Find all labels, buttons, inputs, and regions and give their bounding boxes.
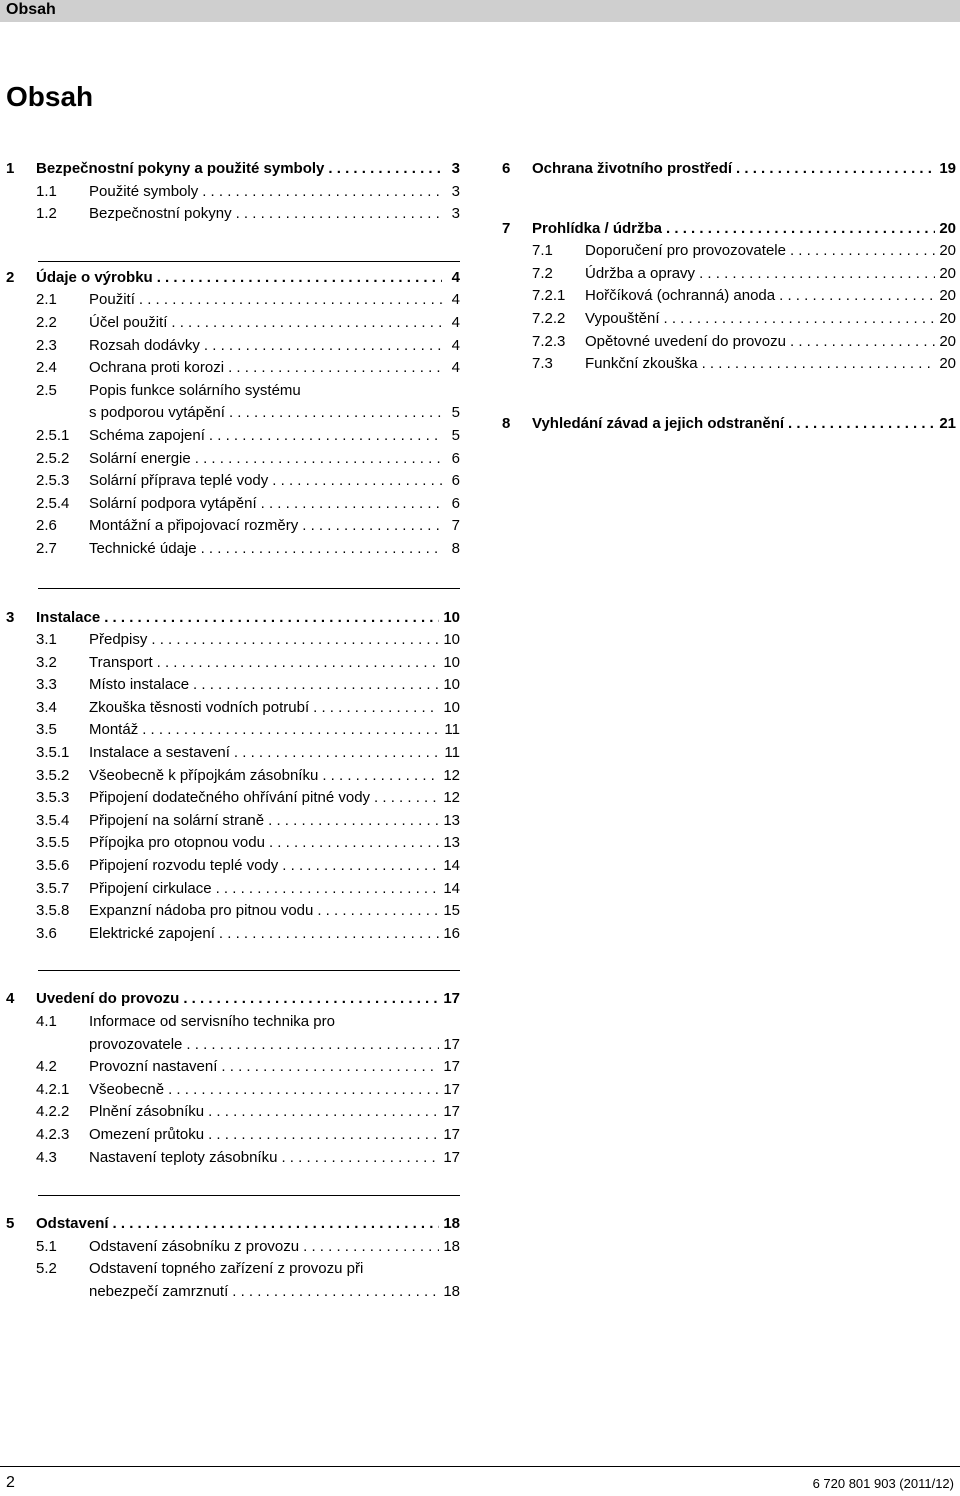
toc-entry-number: 8: [502, 414, 511, 432]
toc-entry-page: 4: [451, 291, 460, 309]
toc-leader-dots: [666, 218, 935, 241]
toc-entry-title: Údržba a opravy: [585, 264, 696, 282]
toc-entry[interactable]: [6, 719, 460, 742]
toc-leader-dots: [219, 923, 439, 946]
toc-entry-number: 1: [6, 160, 15, 177]
toc-entry-title: Údaje o výrobku: [36, 268, 153, 286]
toc-entry-number: 4: [6, 990, 15, 1008]
toc-entry[interactable]: [6, 878, 460, 901]
toc-entry[interactable]: [6, 652, 460, 675]
toc-leader-dots: [209, 425, 442, 448]
toc-entry-title: Zkouška těsnosti vodních potrubí: [89, 698, 310, 716]
toc-entry-title: Omezení průtoku: [89, 1125, 205, 1143]
toc-entry-title: Odstavení topného zařízení z provozu při: [89, 1260, 364, 1278]
toc-entry-page: 13: [443, 811, 460, 829]
toc-entry-number: 2: [6, 268, 15, 286]
toc-entry-title: Opětovné uvedení do provozu: [585, 332, 786, 350]
toc-entry[interactable]: [6, 538, 460, 561]
toc-entry-title: Uvedení do provozu: [36, 990, 180, 1008]
toc-section-6: [502, 158, 956, 181]
toc-section-3: [6, 607, 460, 946]
toc-entry-page: 3: [451, 182, 460, 200]
toc-entry-title: Doporučení pro provozovatele: [585, 242, 786, 260]
toc-entry-page: 20: [939, 309, 956, 327]
toc-entry[interactable]: [6, 1258, 460, 1281]
toc-entry-title: Vypouštění: [585, 309, 660, 327]
page-title: Obsah: [6, 81, 94, 112]
toc-entry-page: 20: [939, 242, 956, 260]
toc-entry-page: 6: [451, 494, 460, 512]
toc-entry-number: 7.1: [532, 242, 553, 260]
toc-entry-title: Hořčíková (ochranná) anoda: [585, 287, 776, 305]
toc-chapter-entry[interactable]: [6, 988, 460, 1011]
toc-entry-page: 20: [939, 287, 956, 305]
toc-leader-dots: [664, 308, 936, 331]
toc-entry-page: 18: [443, 1237, 460, 1255]
toc-entry-title: Připojení rozvodu teplé vody: [89, 857, 279, 875]
toc-entry-number: 7.2.2: [532, 309, 566, 327]
toc-entry-page: 10: [443, 653, 460, 671]
toc-left-column: [6, 158, 460, 1304]
toc-leader-dots: [374, 787, 439, 810]
toc-entry-number: 2.2: [36, 313, 57, 331]
toc-entry[interactable]: [6, 335, 460, 358]
toc-entry-title: Účel použití: [89, 313, 168, 331]
toc-entry-number: 2.5.1: [36, 426, 70, 444]
toc-entry[interactable]: [6, 470, 460, 493]
toc-entry-page: 20: [939, 219, 956, 237]
toc-entry-title: Solární podpora vytápění: [89, 494, 257, 512]
toc-leader-dots: [232, 1281, 439, 1304]
toc-leader-dots: [201, 538, 442, 561]
toc-leader-dots: [302, 515, 442, 538]
toc-entry-title: Informace od servisního technika pro: [89, 1013, 335, 1030]
toc-entry-title: Ochrana životního prostředí: [532, 160, 733, 177]
toc-entry-page: 17: [443, 1148, 460, 1166]
toc-entry[interactable]: [6, 1079, 460, 1102]
toc-entry-page: 17: [443, 1103, 460, 1121]
toc-entry-title: Všeobecně: [89, 1080, 165, 1098]
toc-entry-title: Expanzní nádoba pro pitnou vodu: [89, 902, 314, 920]
toc-entry-title: Funkční zkouška: [585, 355, 698, 373]
toc-entry[interactable]: [6, 1011, 460, 1034]
toc-right-column: [502, 158, 956, 435]
toc-entry-page: 5: [451, 404, 460, 422]
toc-entry-page: 4: [451, 268, 460, 286]
toc-entry-title: Instalace a sestavení: [89, 744, 230, 762]
toc-leader-dots: [790, 240, 935, 263]
toc-entry-number: 2.4: [36, 359, 57, 377]
toc-section-7: [502, 218, 956, 376]
toc-leader-dots: [208, 1101, 439, 1124]
toc-section-5: [6, 1213, 460, 1303]
toc-entry[interactable]: [6, 312, 460, 335]
toc-leader-dots: [208, 1124, 439, 1147]
toc-entry[interactable]: [6, 900, 460, 923]
toc-entry-page: 11: [444, 744, 460, 762]
toc-entry[interactable]: [6, 742, 460, 765]
toc-entry-page: 7: [451, 517, 460, 535]
toc-entry[interactable]: [6, 493, 460, 516]
toc-entry-number: 4.2.1: [36, 1080, 70, 1098]
toc-section-4: [6, 988, 460, 1169]
toc-entry-title: Instalace: [36, 608, 101, 626]
toc-entry-title: Vyhledání závad a jejich odstranění: [532, 414, 785, 432]
toc-leader-dots: [779, 285, 935, 308]
toc-entry-number: 4.2.2: [36, 1103, 70, 1121]
toc-entry-number: 3.5.8: [36, 902, 70, 920]
toc-entry[interactable]: [6, 380, 460, 403]
toc-entry-number: 3.5: [36, 721, 57, 739]
toc-leader-dots: [202, 181, 442, 204]
toc-entry-title: Předpisy: [89, 631, 148, 649]
toc-entry-title: Prohlídka / údržba: [532, 219, 663, 237]
section-divider: [38, 970, 460, 971]
toc-entry-title: Připojení na solární straně: [89, 811, 265, 829]
toc-entry-page: 10: [443, 676, 460, 694]
toc-leader-dots: [193, 674, 439, 697]
toc-leader-dots: [269, 832, 439, 855]
toc-entry[interactable]: [6, 832, 460, 855]
toc-entry[interactable]: [6, 1147, 460, 1170]
toc-entry-number: 3.1: [36, 631, 57, 649]
toc-entry-number: 4.2.3: [36, 1125, 70, 1143]
toc-entry-number: 3: [6, 608, 15, 626]
toc-entry-page: 17: [443, 1035, 460, 1053]
toc-entry-title: Solární energie: [89, 449, 191, 467]
toc-entry-page: 10: [443, 698, 460, 716]
toc-leader-dots: [313, 697, 439, 720]
toc-entry-number: 3.2: [36, 653, 57, 671]
toc-entry[interactable]: [6, 787, 460, 810]
toc-entry-page: 6: [451, 472, 460, 490]
toc-entry-page: 14: [443, 857, 460, 875]
toc-entry-number: 5.2: [36, 1260, 57, 1278]
toc-entry-number: 7.2.3: [532, 332, 566, 350]
toc-leader-dots: [221, 1056, 439, 1079]
toc-section-2: [6, 267, 460, 561]
toc-entry-page: 8: [451, 539, 460, 557]
toc-leader-dots: [139, 289, 442, 312]
toc-entry[interactable]: [6, 697, 460, 720]
toc-chapter-entry[interactable]: [6, 1213, 460, 1236]
toc-chapter-entry[interactable]: [6, 607, 460, 630]
toc-leader-dots: [157, 267, 442, 290]
toc-leader-dots: [699, 263, 935, 286]
toc-entry-number: 3.5.5: [36, 834, 70, 852]
toc-leader-dots: [268, 810, 439, 833]
toc-leader-dots: [183, 988, 439, 1011]
footer-divider: [0, 1466, 960, 1467]
toc-chapter-entry[interactable]: [502, 218, 956, 241]
toc-entry-title: Montážní a připojovací rozměry: [89, 517, 299, 535]
section-divider: [38, 588, 460, 589]
toc-entry-page: 17: [443, 1058, 460, 1076]
toc-leader-dots: [261, 493, 442, 516]
toc-entry-title: Místo instalace: [89, 676, 190, 694]
toc-entry-page: 19: [939, 160, 956, 177]
toc-entry[interactable]: [6, 448, 460, 471]
toc-entry-title-continuation: nebezpečí zamrznutí: [89, 1282, 229, 1300]
toc-entry[interactable]: [6, 629, 460, 652]
toc-entry[interactable]: [6, 203, 460, 226]
toc-entry-number: 4.3: [36, 1148, 57, 1166]
toc-leader-dots: [142, 719, 440, 742]
toc-entry-number: 1.1: [36, 182, 57, 200]
toc-entry-page: 20: [939, 332, 956, 350]
toc-leader-dots: [736, 158, 935, 181]
toc-entry-title: Odstavení zásobníku z provozu: [89, 1237, 300, 1255]
toc-entry[interactable]: [6, 855, 460, 878]
toc-entry-page: 17: [443, 1125, 460, 1143]
toc-entry-page: 21: [939, 414, 956, 432]
toc-entry-number: 1.2: [36, 205, 57, 223]
toc-entry[interactable]: [6, 289, 460, 312]
toc-entry-number: 4.2: [36, 1058, 57, 1076]
toc-entry[interactable]: [6, 425, 460, 448]
toc-leader-dots: [702, 353, 936, 376]
toc-entry-title: Použité symboly: [89, 182, 199, 200]
toc-leader-dots: [216, 878, 440, 901]
toc-entry[interactable]: [502, 308, 956, 331]
toc-leader-dots: [234, 742, 441, 765]
toc-entry[interactable]: [6, 181, 460, 204]
toc-leader-dots: [788, 413, 935, 436]
toc-entry[interactable]: [6, 1236, 460, 1259]
toc-entry-title: Bezpečnostní pokyny a použité symboly: [36, 160, 325, 177]
toc-entry-title: Přípojka pro otopnou vodu: [89, 834, 265, 852]
toc-entry[interactable]: [502, 240, 956, 263]
toc-entry-number: 2.3: [36, 336, 57, 354]
toc-entry-title: Rozsah dodávky: [89, 336, 200, 354]
toc-entry-page: 10: [443, 608, 460, 626]
toc-entry-number: 3.5.2: [36, 766, 70, 784]
toc-entry-title: Nastavení teploty zásobníku: [89, 1148, 278, 1166]
toc-entry-page: 10: [443, 631, 460, 649]
toc-leader-dots: [168, 1079, 439, 1102]
toc-entry-number: 3.5.6: [36, 857, 70, 875]
toc-entry-title: Technické údaje: [89, 539, 197, 557]
section-divider: [38, 1195, 460, 1196]
toc-entry-number: 3.6: [36, 924, 57, 942]
toc-entry-title: Schéma zapojení: [89, 426, 205, 444]
footer-document-code: 6 720 801 903 (2011/12): [812, 1476, 954, 1491]
toc-entry-number: 2.5.3: [36, 472, 70, 490]
toc-leader-dots: [104, 607, 439, 630]
toc-entry-page: 4: [451, 359, 460, 377]
toc-entry-number: 6: [502, 160, 511, 177]
toc-leader-dots: [157, 652, 440, 675]
toc-chapter-entry[interactable]: [6, 267, 460, 290]
toc-entry-number: 5: [6, 1215, 15, 1233]
toc-entry[interactable]: [6, 810, 460, 833]
toc-entry-title: Plnění zásobníku: [89, 1103, 205, 1121]
toc-entry-page: 20: [939, 355, 956, 373]
toc-entry-number: 3.3: [36, 676, 57, 694]
header-title: Obsah: [6, 1, 56, 18]
toc-entry-page: 18: [443, 1215, 460, 1233]
toc-entry-page: 16: [443, 924, 460, 942]
toc-chapter-entry[interactable]: [6, 158, 460, 181]
toc-entry-number: 7.2.1: [532, 287, 566, 305]
toc-entry-page: 5: [451, 426, 460, 444]
toc-entry-number: 2.5: [36, 381, 57, 399]
toc-entry-page: 3: [451, 160, 460, 177]
header-bar: [0, 0, 960, 22]
toc-entry-title: Popis funkce solárního systému: [89, 381, 301, 399]
toc-entry-title: Montáž: [89, 721, 139, 739]
toc-entry-page: 17: [443, 990, 460, 1008]
toc-chapter-entry[interactable]: [502, 413, 956, 436]
toc-entry[interactable]: [502, 331, 956, 354]
toc-entry-number: 3.5.1: [36, 744, 70, 762]
toc-entry-number: 2.6: [36, 517, 57, 535]
toc-entry-page: 13: [443, 834, 460, 852]
toc-leader-dots: [195, 448, 442, 471]
toc-entry[interactable]: [6, 1124, 460, 1147]
toc-leader-dots: [151, 629, 439, 652]
toc-section-1: [6, 158, 460, 226]
toc-entry-title: Připojení cirkulace: [89, 879, 212, 897]
toc-entry-title: Odstavení: [36, 1215, 109, 1233]
toc-entry[interactable]: [502, 263, 956, 286]
toc-leader-dots: [281, 1147, 439, 1170]
toc-leader-dots: [236, 203, 442, 226]
toc-entry-number: 3.5.7: [36, 879, 70, 897]
toc-entry-number: 2.7: [36, 539, 57, 557]
toc-entry-title: Ochrana proti korozi: [89, 359, 225, 377]
toc-entry-page: 18: [443, 1282, 460, 1300]
toc-entry-number: 5.1: [36, 1237, 57, 1255]
toc-leader-dots: [229, 402, 442, 425]
toc-entry[interactable]: [502, 353, 956, 376]
toc-entry-page: 12: [443, 789, 460, 807]
toc-leader-dots: [328, 158, 442, 181]
section-divider: [38, 261, 460, 262]
toc-entry-number: 3.4: [36, 698, 57, 716]
toc-entry[interactable]: [6, 923, 460, 946]
toc-entry-number: 2.5.2: [36, 449, 70, 467]
toc-leader-dots: [171, 312, 442, 335]
toc-entry-continuation[interactable]: [6, 1281, 460, 1304]
toc-section-8: [502, 413, 956, 436]
toc-entry-title: Použití: [89, 291, 135, 309]
footer-page-number: 2: [6, 1474, 15, 1491]
toc-entry-title-continuation: s podporou vytápění: [89, 404, 225, 422]
toc-entry-page: 4: [451, 336, 460, 354]
toc-leader-dots: [282, 855, 439, 878]
toc-entry[interactable]: [6, 1056, 460, 1079]
toc-entry-number: 3.5.3: [36, 789, 70, 807]
toc-entry-number: 2.1: [36, 291, 57, 309]
toc-entry-page: 3: [451, 205, 460, 223]
toc-entry-page: 6: [451, 449, 460, 467]
toc-entry-continuation[interactable]: [6, 1034, 460, 1057]
toc-entry-title: Provozní nastavení: [89, 1058, 218, 1076]
toc-entry-page: 20: [939, 264, 956, 282]
toc-leader-dots: [272, 470, 442, 493]
toc-entry[interactable]: [6, 515, 460, 538]
toc-entry[interactable]: [6, 674, 460, 697]
toc-entry[interactable]: [502, 285, 956, 308]
toc-entry-page: 12: [443, 766, 460, 784]
toc-entry-number: 7.2: [532, 264, 553, 282]
toc-entry-page: 14: [443, 879, 460, 897]
toc-leader-dots: [113, 1213, 440, 1236]
toc-entry-title: Elektrické zapojení: [89, 924, 215, 942]
toc-leader-dots: [790, 331, 935, 354]
toc-entry-number: 7: [502, 219, 511, 237]
toc-entry[interactable]: [6, 357, 460, 380]
toc-entry-title: Transport: [89, 653, 153, 671]
toc-entry-number: 4.1: [36, 1013, 57, 1030]
toc-entry-page: 11: [444, 721, 460, 739]
toc-entry-number: 2.5.4: [36, 494, 70, 512]
toc-entry-page: 15: [443, 902, 460, 920]
toc-entry-continuation[interactable]: [6, 402, 460, 425]
toc-entry-number: 3.5.4: [36, 811, 70, 829]
toc-leader-dots: [228, 357, 442, 380]
toc-entry-title: Připojení dodatečného ohřívání pitné vody: [89, 789, 371, 807]
toc-entry-title: Bezpečnostní pokyny: [89, 205, 232, 223]
toc-entry[interactable]: [6, 765, 460, 788]
toc-leader-dots: [303, 1236, 439, 1259]
toc-leader-dots: [186, 1034, 439, 1057]
toc-chapter-entry[interactable]: [502, 158, 956, 181]
toc-entry-page: 17: [443, 1080, 460, 1098]
toc-entry-title: Všeobecně k přípojkám zásobníku: [89, 766, 319, 784]
toc-entry-number: 7.3: [532, 355, 553, 373]
toc-leader-dots: [322, 765, 439, 788]
toc-entry[interactable]: [6, 1101, 460, 1124]
toc-entry-page: 4: [451, 313, 460, 331]
toc-leader-dots: [204, 335, 442, 358]
toc-entry-title-continuation: provozovatele: [89, 1035, 183, 1053]
toc-leader-dots: [317, 900, 439, 923]
toc-entry-title: Solární příprava teplé vody: [89, 472, 269, 490]
